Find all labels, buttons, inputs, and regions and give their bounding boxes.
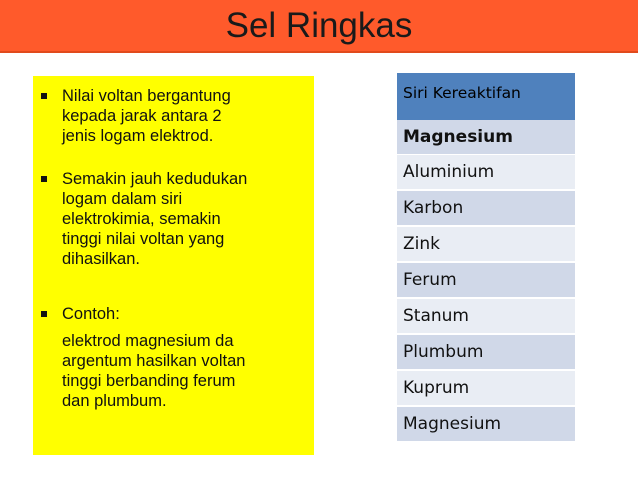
table-cell: Magnesium [403,414,502,434]
table-row [397,371,575,406]
table-header-label: Siri Kereaktifan [403,84,521,102]
table-cell: Plumbum [403,342,484,362]
table-cell: Aluminium [403,162,495,182]
slide-title: Sel Ringkas [225,6,413,45]
bullet-text: Contoh: [62,305,120,323]
title-bar [0,0,638,53]
table-cell: Kuprum [403,378,470,398]
table-row [397,407,575,442]
table-cell: Ferum [403,270,457,290]
table-row [397,335,575,370]
bullet-square-icon [41,311,47,317]
table-cell: Stanum [403,306,469,326]
table-cell: Magnesium [403,127,513,147]
table-row [397,191,575,226]
table-row [397,263,575,298]
table-row [397,120,575,155]
bullet-text: Semakin jauh kedudukan logam dalam siri elektrokimia, semakin tinggi nilai voltan yang dihasilkan. [62,170,248,268]
summary-box [33,76,314,455]
table-row [397,227,575,262]
table-header [397,73,575,120]
table-cell: Karbon [403,198,464,218]
example-text: elektrod magnesium da argentum hasilkan voltan tinggi berbanding ferum dan plumbum. [62,332,246,410]
table-row [397,299,575,334]
bullet-text: Nilai voltan bergantung kepada jarak antara 2 jenis logam elektrod. [62,87,231,145]
bullet-square-icon [41,176,47,182]
table-row [397,155,575,190]
table-cell: Zink [403,234,440,254]
bullet-square-icon [41,93,47,99]
